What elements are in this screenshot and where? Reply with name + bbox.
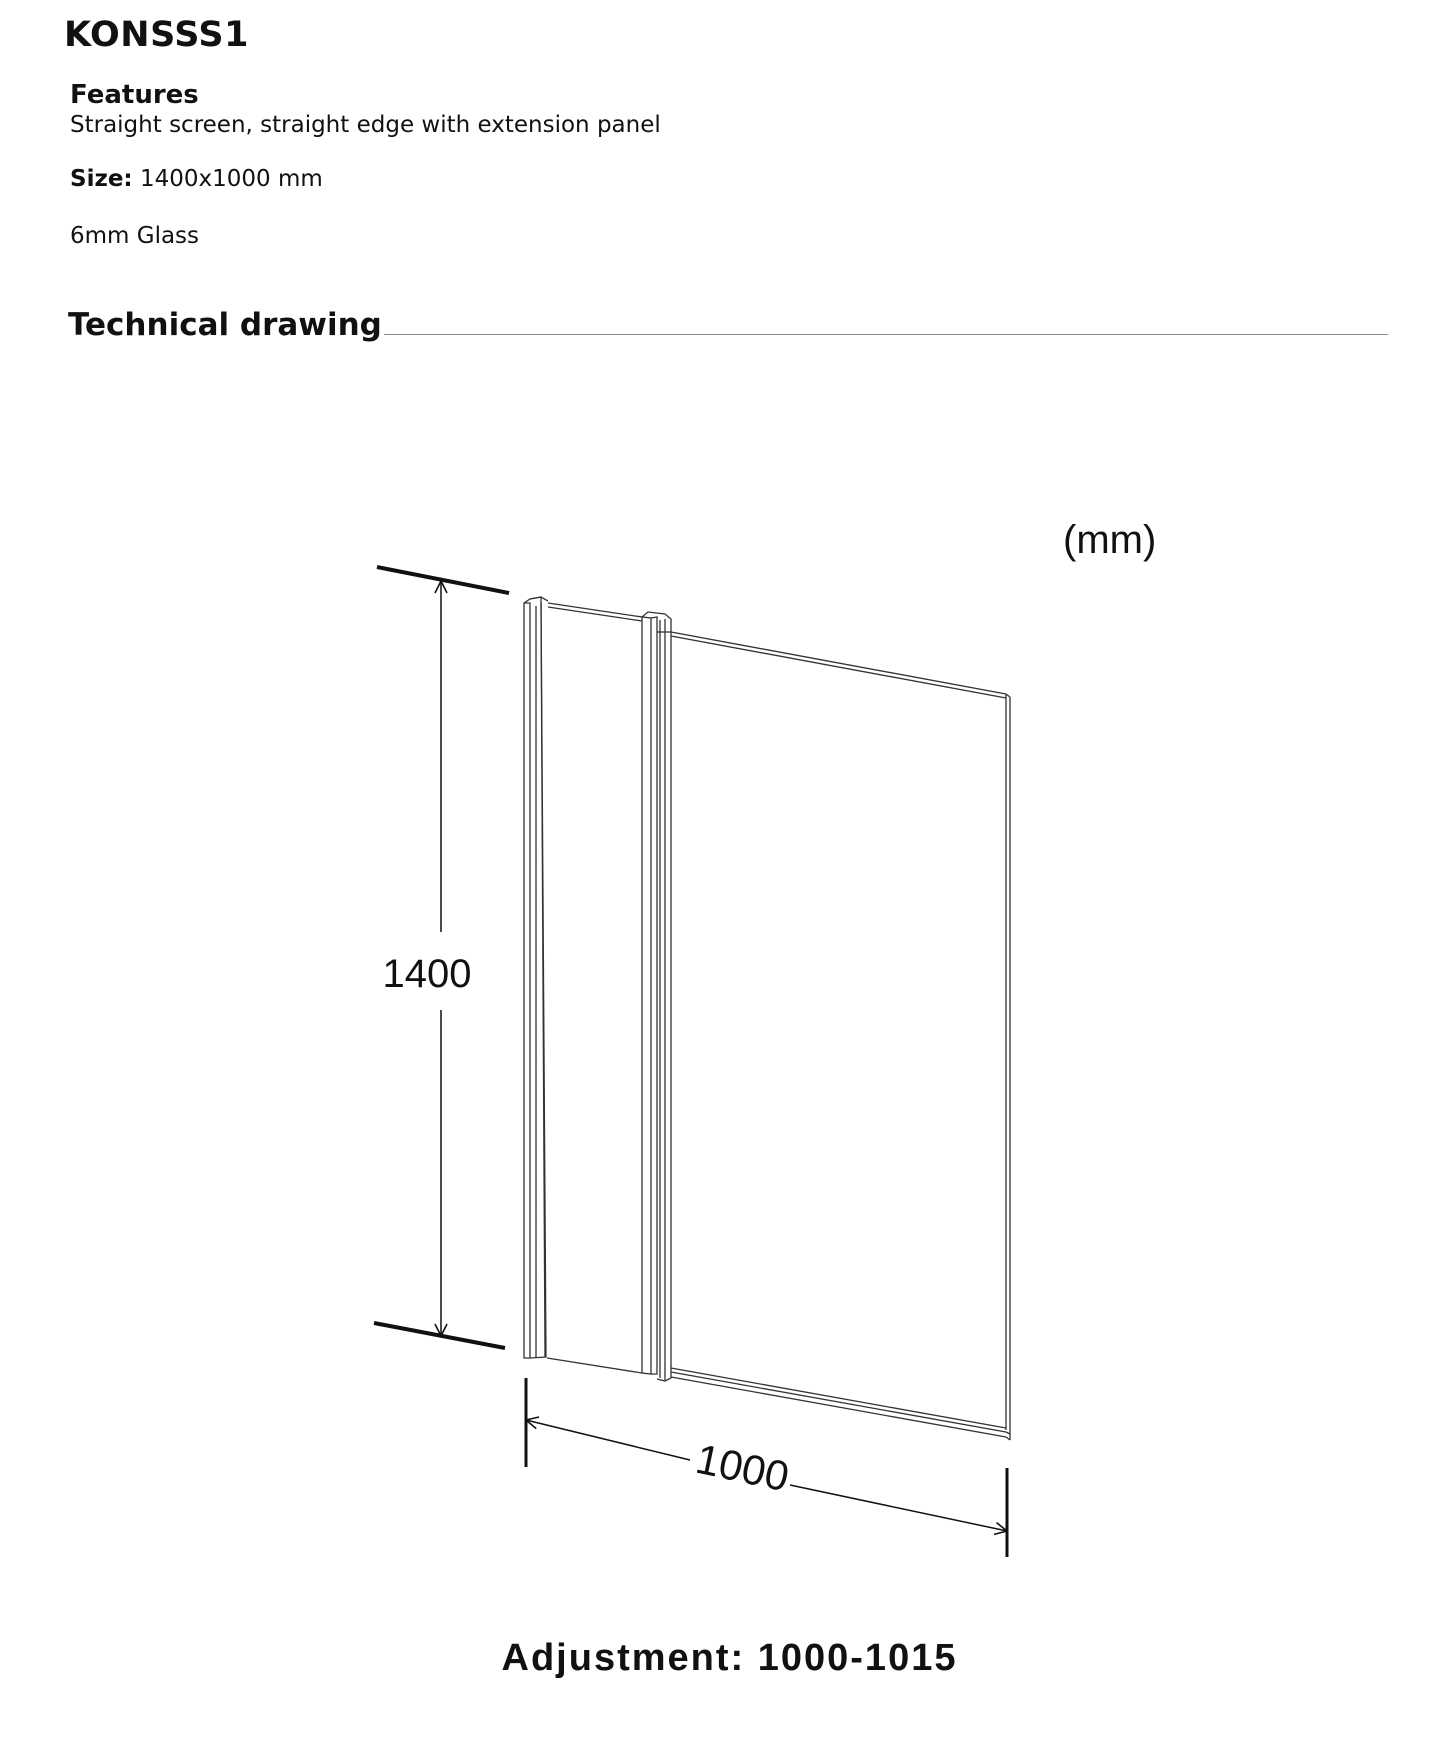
extension-panel: [547, 603, 642, 1373]
width-label: 1000: [691, 1434, 794, 1501]
height-label: 1400: [382, 952, 472, 996]
height-extension-bottom: [374, 1323, 505, 1348]
glass-spec: 6mm Glass: [70, 223, 200, 249]
height-extension-top: [377, 567, 509, 593]
width-dimension-line-right: [790, 1485, 1007, 1531]
main-glass-panel: [671, 632, 1010, 1440]
size-label: Size:: [70, 166, 133, 192]
adjustment-range: Adjustment: 1000-1015: [501, 1637, 958, 1679]
width-dimension: [526, 1378, 1007, 1557]
shower-screen: [524, 597, 1010, 1440]
product-code: KONSSS1: [64, 15, 249, 55]
technical-drawing-heading: Technical drawing: [68, 307, 382, 343]
hinge-profile: [642, 612, 671, 1381]
size-value: 1400x1000 mm: [132, 166, 323, 192]
unit-label: (mm): [1063, 518, 1157, 562]
wall-profile: [524, 597, 548, 1358]
height-dimension: [374, 567, 509, 1348]
features-heading: Features: [70, 80, 199, 110]
width-dimension-line-left: [526, 1420, 690, 1460]
features-description: Straight screen, straight edge with extension panel: [70, 112, 661, 138]
